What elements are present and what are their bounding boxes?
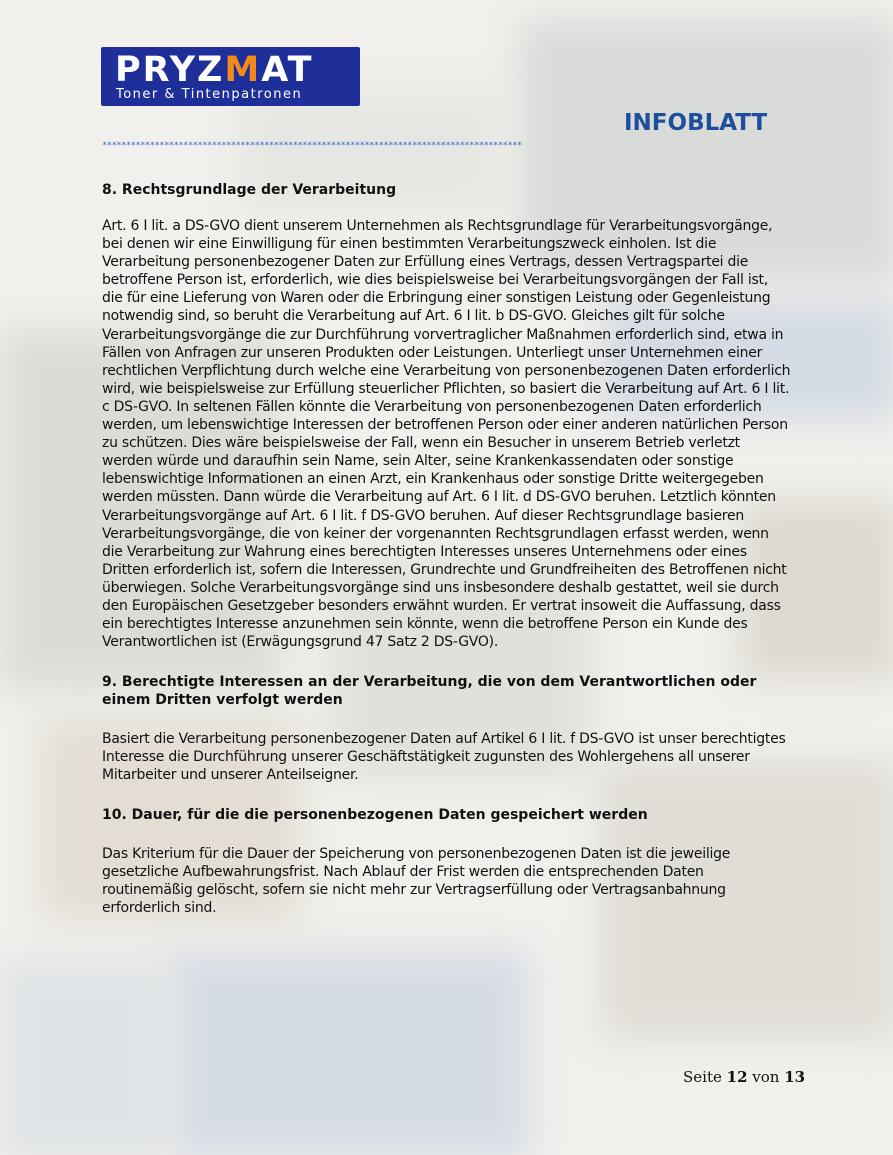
total-pages: 13	[784, 1068, 806, 1086]
section-paragraph: Das Kriterium für die Dauer der Speicherung von personenbezogenen Daten ist die jeweilige gesetzliche Aufbewahrungsfrist. Nach Ablauf der Frist werden die entsprechenden Daten routinemäßig gelöscht, sofern sie nicht mehr zur Vertragserfüllung oder Vertragsanbahnung erforderlich sind.	[102, 845, 731, 916]
section-heading: 10. Dauer, für die die personenbezogenen Daten gespeichert werden	[102, 806, 648, 823]
document-body	[102, 181, 792, 917]
current-page: 12	[726, 1068, 748, 1086]
page-number: Seite 12 von 13	[683, 1068, 806, 1086]
document-type-label: INFOBLATT	[624, 110, 768, 136]
logo-tagline: Toner & Tintenpatronen	[116, 87, 303, 102]
header-divider: ****************************************************************************************	[102, 141, 522, 151]
section-heading: 9. Berechtigte Interessen an der Verarbeitung, die von dem Verantwortlichen oder einem Dritten verfolgt werden	[102, 674, 757, 709]
company-logo	[101, 47, 360, 106]
section-paragraph: Art. 6 I lit. a DS-GVO dient unserem Unternehmen als Rechtsgrundlage für Verarbeitungsvorgänge, bei denen wir eine Einwilligung für einen bestimmten Verarbeitungszweck einholen. Ist die Verarbeitung personenbezogener Daten zur Erfüllung eines Vertrags, dessen Vertragspartei die betroffene Person ist, erforderlich, wie dies beispielsweise bei Verarbeitungsvorgängen der Fall ist, die für eine Lieferung von Waren oder die Erbringung einer sonstigen Leistung oder Gegenleistung notwendig sind, so beruht die Verarbeitung auf Art. 6 I lit. b DS-GVO. Gleiches gilt für solche Verarbeitungsvorgänge die zur Durchführung vorvertraglicher Maßnahmen erforderlich sind, etwa in Fällen von Anfragen zur unseren Produkten oder Leistungen. Unterliegt unser Unternehmen einer rechtlichen Verpflichtung durch welche eine Verarbeitung von personenbezogenen Daten erforderlich wird, wie beispielsweise zur Erfüllung steuerlicher Pflichten, so basiert die Verarbeitung auf Art. 6 I lit. c DS-GVO. In seltenen Fällen könnte die Verarbeitung von personenbezogenen Daten erforderlich werden, um lebenswichtige Interessen der betroffenen Person oder einer anderen natürlichen Person zu schützen. Dies wäre beispielsweise der Fall, wenn ein Besucher in unserem Betrieb verletzt werden würde und daraufhin sein Name, sein Alter, seine Krankenkassendaten oder sonstige lebenswichtige Informationen an einen Arzt, ein Krankenhaus oder sonstige Dritte weitergegeben werden müssten. Dann würde die Verarbeitung auf Art. 6 I lit. d DS-GVO beruhen. Letztlich könnten Verarbeitungsvorgänge auf Art. 6 I lit. f DS-GVO beruhen. Auf dieser Rechtsgrundlage basieren Verarbeitungsvorgänge, die von keiner der vorgenannten Rechtsgrundlagen erfasst werden, wenn die Verarbeitung zur Wahrung eines berechtigten Interesses unseres Unternehmens oder eines Dritten erforderlich ist, sofern die Interessen, Grundrechte und Grundfreiheiten des Betroffenen nicht überwiegen. Solche Verarbeitungsvorgänge sind uns insbesondere deshalb gestattet, weil sie durch den Europäischen Gesetzgeber besonders erwähnt wurden. Er vertrat insoweit die Auffassung, dass ein berechtigtes Interesse anzunehmen sein könnte, wenn die betroffene Person ein Kunde des Verantwortlichen ist (Erwägungsgrund 47 Satz 2 DS-GVO).	[102, 218, 791, 651]
section-heading: 8. Rechtsgrundlage der Verarbeitung	[102, 182, 397, 198]
logo-wordmark: PRYZMAT	[115, 50, 314, 90]
section-paragraph: Basiert die Verarbeitung personenbezogener Daten auf Artikel 6 I lit. f DS-GVO ist unser berechtigtes Interesse die Durchführung unserer Geschäftstätigkeit zugunsten des Wohlergehens all unserer Mitarbeiter und unserer Anteilseigner.	[102, 731, 786, 784]
